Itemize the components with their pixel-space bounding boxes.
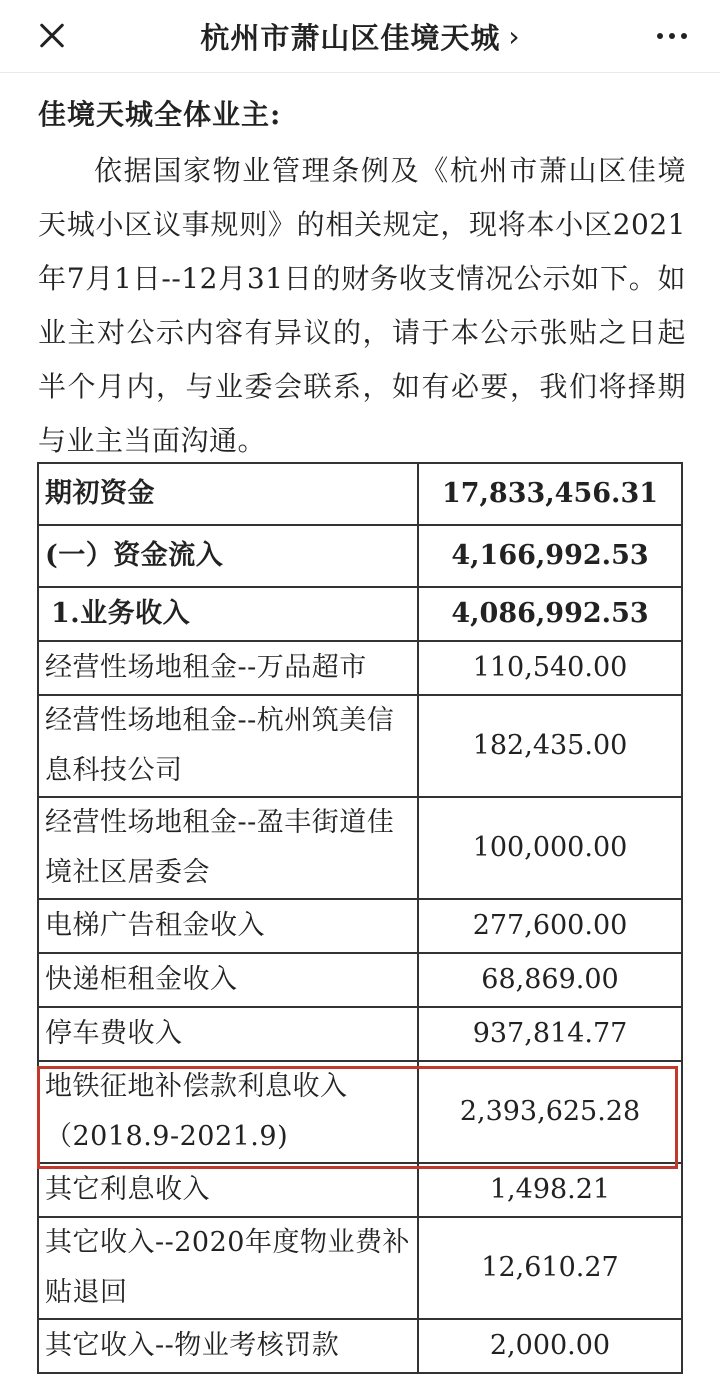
row-label: 期初资金 xyxy=(38,463,418,525)
row-label: 快递柜租金收入 xyxy=(38,953,418,1007)
row-amount: 277,600.00 xyxy=(418,899,682,953)
row-label: (一）资金流入 xyxy=(38,525,418,587)
row-amount: 68,869.00 xyxy=(418,953,682,1007)
row-amount: 182,435.00 xyxy=(418,695,682,797)
row-label: 其它收入--物业考核罚款 xyxy=(38,1319,418,1373)
table-row xyxy=(38,899,682,953)
table-row-highlighted xyxy=(38,1061,682,1163)
row-amount: 100,000.00 xyxy=(418,797,682,899)
top-bar xyxy=(0,0,720,73)
row-amount: 1,498.21 xyxy=(418,1163,682,1217)
finance-table xyxy=(37,462,683,1374)
row-label: 停车费收入 xyxy=(38,1007,418,1061)
row-label: 电梯广告租金收入 xyxy=(38,899,418,953)
row-amount: 937,814.77 xyxy=(418,1007,682,1061)
row-label: 经营性场地租金--万品超市 xyxy=(38,641,418,695)
greeting: 佳境天城全体业主: xyxy=(38,98,282,131)
table-row xyxy=(38,641,682,695)
table-row xyxy=(38,797,682,899)
row-amount: 2,000.00 xyxy=(418,1319,682,1373)
row-amount: 2,393,625.28 xyxy=(418,1061,682,1163)
row-label: 其它收入--2020年度物业费补贴退回 xyxy=(38,1217,418,1319)
table-row xyxy=(38,463,682,525)
row-label: 经营性场地租金--盈丰街道佳境社区居委会 xyxy=(38,797,418,899)
row-amount: 110,540.00 xyxy=(418,641,682,695)
row-label: 1.业务收入 xyxy=(38,587,418,641)
row-amount: 4,166,992.53 xyxy=(418,525,682,587)
table-row xyxy=(38,1163,682,1217)
row-amount: 12,610.27 xyxy=(418,1217,682,1319)
table-row xyxy=(38,1319,682,1373)
intro-paragraph: 依据国家物业管理条例及《杭州市萧山区佳境天城小区议事规则》的相关规定，现将本小区2021年7月1日--12月31日的财务收支情况公示如下。如业主对公示内容有异议的，请于本公示张贴之日起半个月内，与业委会联系，如有必要，我们将择期与业主当面沟通。 xyxy=(38,154,686,457)
account-title-link[interactable] xyxy=(0,0,720,72)
table-row xyxy=(38,525,682,587)
table-row xyxy=(38,1217,682,1319)
row-label: 地铁征地补偿款利息收入（2018.9-2021.9) xyxy=(38,1061,418,1163)
page-title: 杭州市萧山区佳境天城 xyxy=(200,20,501,55)
row-amount: 17,833,456.31 xyxy=(418,463,682,525)
table-row xyxy=(38,953,682,1007)
chevron-right-icon: › xyxy=(508,19,520,53)
row-amount: 4,086,992.53 xyxy=(418,587,682,641)
row-label: 其它利息收入 xyxy=(38,1163,418,1217)
row-label: 经营性场地租金--杭州筑美信息科技公司 xyxy=(38,695,418,797)
table-row xyxy=(38,587,682,641)
table-row xyxy=(38,695,682,797)
more-menu-icon[interactable] xyxy=(652,22,692,50)
table-row xyxy=(38,1007,682,1061)
article-body xyxy=(38,86,686,468)
